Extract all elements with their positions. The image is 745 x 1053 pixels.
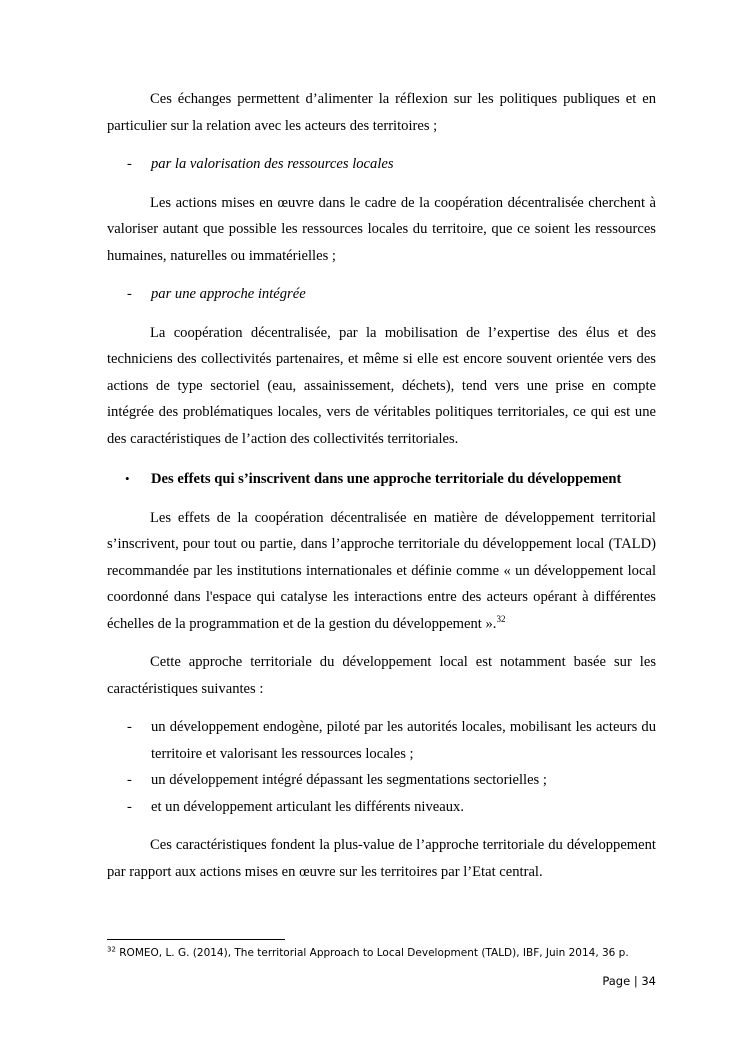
dash-marker: - xyxy=(127,156,132,172)
footnote-number: 32 xyxy=(107,945,116,954)
paragraph-4 xyxy=(107,505,656,638)
paragraph-2: Les actions mises en œuvre dans le cadre de la coopération décentralisée cherchent à valoriser autant que possible les ressources locales du territoire, que ce soient les ressources humaines, naturelles ou immatérielles ; xyxy=(107,194,656,264)
footnote-text: ROMEO, L. G. (2014), The territorial Approach to Local Development (TALD), IBF, Juin 2014, 36 p. xyxy=(115,947,629,959)
footnote-separator xyxy=(107,939,285,940)
bullet-icon: • xyxy=(125,471,130,486)
list-item xyxy=(107,714,656,767)
list-item-text: un développement endogène, piloté par les autorités locales, mobilisant les acteurs du territoire et valorisant les ressources locales ; xyxy=(151,719,656,762)
dash-marker: - xyxy=(127,772,132,788)
list-item-text: un développement intégré dépassant les segmentations sectorielles ; xyxy=(151,772,547,788)
dash-marker: - xyxy=(127,286,132,302)
section-heading: Des effets qui s’inscrivent dans une approche territoriale du développement xyxy=(151,471,622,487)
dash-item-label: par une approche intégrée xyxy=(151,286,306,302)
dash-marker: - xyxy=(127,798,132,815)
list-item xyxy=(107,767,656,794)
bullet-heading xyxy=(107,466,656,493)
paragraph-6: Ces caractéristiques fondent la plus-value de l’approche territoriale du développement par rapport aux actions mises en œuvre sur les territoires par l’Etat central. xyxy=(107,837,656,880)
footnote-ref[interactable]: 32 xyxy=(496,613,506,624)
document-body xyxy=(107,86,656,885)
characteristics-list xyxy=(107,714,656,820)
paragraph-5: Cette approche territoriale du développement local est notamment basée sur les caractéristiques suivantes : xyxy=(107,654,656,697)
dash-item-approche-integree xyxy=(107,281,656,308)
dash-marker: - xyxy=(127,719,132,735)
paragraph-3: La coopération décentralisée, par la mobilisation de l’expertise des élus et des techniciens des collectivités partenaires, et même si elle est encore souvent orientée vers des actions de type sectoriel (eau, assainissement, déchets), tend vers une prise en compte intégrée des problématiques locales, vers de véritables politiques territoriales, ce qui est une des caractéristiques de l’action des collectivités territoriales. xyxy=(107,324,656,447)
list-item xyxy=(107,794,656,821)
list-item-text: et un développement articulant les différents niveaux. xyxy=(151,798,464,815)
paragraph-4-text: Les effets de la coopération décentralisée en matière de développement territorial s’inscrivent, pour tout ou partie, dans l’approche territoriale du développement local (TALD) recommandée par les institutions internationales et définie comme « un développement local coordonné dans l'espace qui catalyse les interactions entre des acteurs opérant à différentes échelles de la programmation et de la gestion du développement ». xyxy=(107,509,656,632)
dash-item-label: par la valorisation des ressources locales xyxy=(151,156,394,172)
paragraph-1: Ces échanges permettent d’alimenter la réflexion sur les politiques publiques et en particulier sur la relation avec les acteurs des territoires ; xyxy=(107,91,656,134)
page-number: Page | 34 xyxy=(602,974,656,988)
footnote xyxy=(107,946,629,960)
dash-item-valorisation xyxy=(107,151,656,178)
